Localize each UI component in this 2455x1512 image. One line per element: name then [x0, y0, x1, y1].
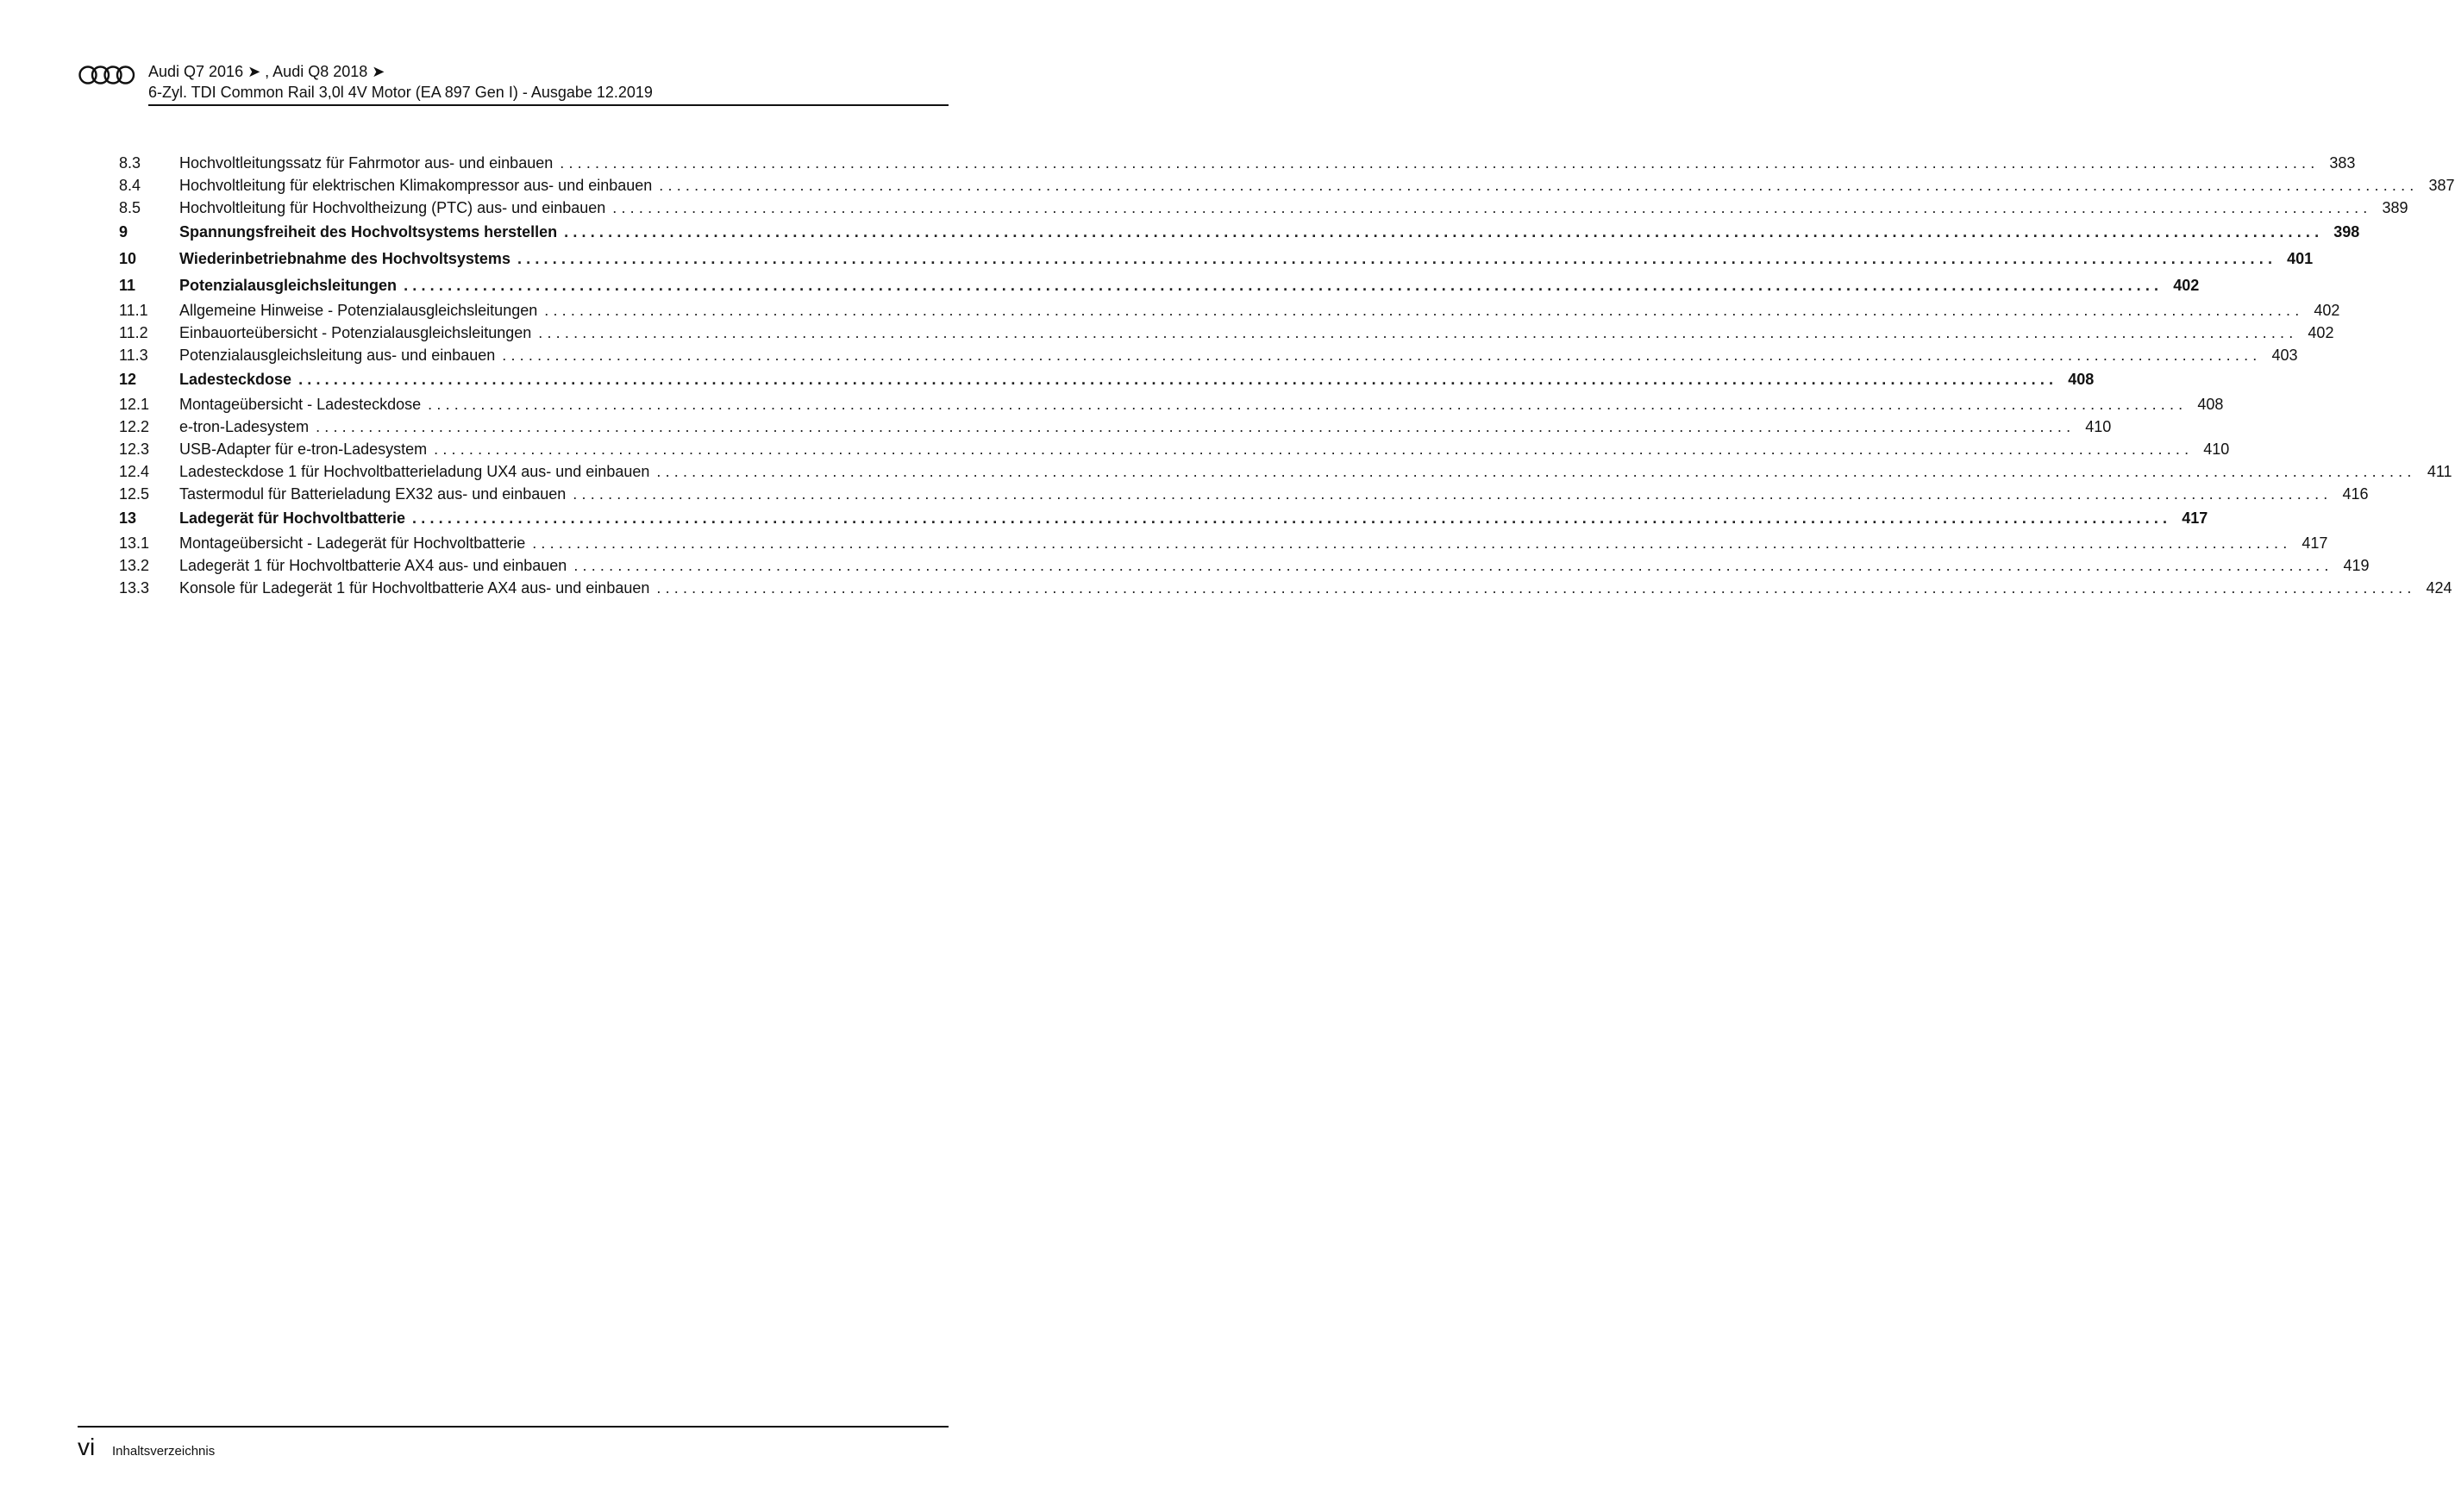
toc-entry-title: Potenzialausgleichsleitungen: [179, 272, 404, 299]
toc-entry-number: 10: [119, 250, 137, 267]
footer-section-label: Inhaltsverzeichnis: [112, 1444, 216, 1459]
toc-entry-number: 8.3: [119, 154, 141, 172]
toc-entry-title: Konsole für Ladegerät 1 für Hochvoltbatterie AX4 aus- und einbauen: [179, 577, 656, 599]
toc-entry-title: Ladesteckdose 1 für Hochvoltbatterieladung UX4 aus- und einbauen: [179, 460, 656, 483]
toc-entry-title: USB-Adapter für e-tron-Ladesystem: [179, 438, 434, 460]
toc-entry-title: e-tron-Ladesystem: [179, 415, 316, 438]
toc-entry-number: 8.4: [119, 177, 141, 194]
toc-chapter-entry[interactable]: [119, 505, 2208, 532]
toc-entry-number: 13: [119, 509, 137, 527]
toc-entry-number: 13.3: [119, 579, 150, 597]
toc-entry-number: 12.4: [119, 463, 150, 480]
header-vehicle-models: Audi Q7 2016 ➤ , Audi Q8 2018 ➤: [148, 63, 385, 80]
toc-chapter-entry[interactable]: [119, 366, 2095, 393]
toc-chapter-entry[interactable]: [119, 272, 2200, 299]
toc-section-entry[interactable]: [119, 460, 2452, 483]
toc-entry-number: 12.2: [119, 418, 150, 435]
audi-rings-logo-icon: [78, 65, 136, 85]
toc-section-entry[interactable]: [119, 197, 2408, 219]
toc-entry-title: Ladesteckdose: [179, 366, 298, 393]
toc-dot-leader: ........................................................................................................................................................................................................: [564, 223, 2324, 241]
toc-section-entry[interactable]: [119, 344, 2298, 366]
toc-entry-number: 12.1: [119, 396, 150, 413]
toc-entry-number: 11: [119, 277, 136, 294]
toc-section-entry[interactable]: [119, 322, 2334, 344]
toc-entry-number: 13.1: [119, 534, 150, 552]
toc-entry-page: 417: [2302, 534, 2328, 552]
toc-entry-title: Hochvoltleitungssatz für Fahrmotor aus- und einbauen: [179, 152, 560, 174]
toc-dot-leader: ........................................................................................................................................................................................................: [573, 485, 2333, 503]
toc-entry-title: Allgemeine Hinweise - Potenzialausgleichsleitungen: [179, 299, 544, 322]
toc-dot-leader: ........................................................................................................................................................................................................: [656, 463, 2416, 480]
toc-dot-leader: ........................................................................................................................................................................................................: [544, 302, 2304, 319]
toc-entry-number: 11.1: [119, 302, 148, 319]
toc-chapter-entry[interactable]: [119, 219, 2360, 246]
toc-entry-number: 8.5: [119, 199, 141, 216]
toc-dot-leader: ........................................................................................................................................................................................................: [532, 534, 2292, 552]
toc-entry-number: 9: [119, 223, 128, 241]
toc-entry-page: 402: [2314, 302, 2340, 319]
toc-entry-page: 410: [2085, 418, 2112, 435]
toc-dot-leader: ........................................................................................................................................................................................................: [659, 177, 2419, 194]
toc-entry-title: Tastermodul für Batterieladung EX32 aus- und einbauen: [179, 483, 573, 505]
toc-entry-page: 389: [2382, 199, 2408, 216]
toc-entry-page: 411: [2427, 463, 2452, 480]
toc-section-entry[interactable]: [119, 532, 2328, 554]
toc-entry-page: 410: [2203, 440, 2230, 458]
toc-dot-leader: ........................................................................................................................................................................................................: [412, 509, 2172, 527]
toc-dot-leader: ........................................................................................................................................................................................................: [316, 418, 2076, 435]
toc-entry-page: 408: [2068, 371, 2095, 388]
table-of-contents: [119, 152, 2455, 599]
toc-dot-leader: ........................................................................................................................................................................................................: [428, 396, 2188, 413]
header-engine-edition: 6-Zyl. TDI Common Rail 3,0l 4V Motor (EA 897 Gen I) - Ausgabe 12.2019: [148, 84, 653, 101]
toc-entry-page: 398: [2333, 223, 2360, 241]
toc-section-entry[interactable]: [119, 438, 2230, 460]
footer-divider: [78, 1426, 949, 1428]
toc-chapter-entry[interactable]: [119, 246, 2314, 272]
toc-entry-title: Wiederinbetriebnahme des Hochvoltsystems: [179, 246, 517, 272]
toc-section-entry[interactable]: [119, 174, 2455, 197]
toc-entry-page: 383: [2329, 154, 2356, 172]
toc-entry-title: Hochvoltleitung für elektrischen Klimakompressor aus- und einbauen: [179, 174, 659, 197]
toc-entry-title: Ladegerät für Hochvoltbatterie: [179, 505, 412, 532]
toc-entry-number: 12.5: [119, 485, 150, 503]
toc-dot-leader: ........................................................................................................................................................................................................: [502, 347, 2262, 364]
toc-entry-page: 408: [2197, 396, 2224, 413]
toc-dot-leader: ........................................................................................................................................................................................................: [560, 154, 2320, 172]
toc-entry-title: Potenzialausgleichsleitung aus- und einbauen: [179, 344, 502, 366]
toc-section-entry[interactable]: [119, 299, 2340, 322]
toc-section-entry[interactable]: [119, 554, 2370, 577]
toc-entry-page: 419: [2343, 557, 2370, 574]
toc-entry-number: 13.2: [119, 557, 150, 574]
toc-dot-leader: ........................................................................................................................................................................................................: [404, 277, 2164, 294]
toc-dot-leader: ........................................................................................................................................................................................................: [573, 557, 2333, 574]
toc-section-entry[interactable]: [119, 483, 2369, 505]
toc-entry-number: 11.2: [119, 324, 148, 341]
toc-entry-title: Montageübersicht - Ladesteckdose: [179, 393, 428, 415]
toc-entry-page: 403: [2271, 347, 2298, 364]
toc-entry-number: 12: [119, 371, 137, 388]
toc-entry-page: 387: [2428, 177, 2455, 194]
toc-dot-leader: ........................................................................................................................................................................................................: [612, 199, 2372, 216]
toc-entry-page: 416: [2342, 485, 2369, 503]
toc-entry-title: Einbauorteübersicht - Potenzialausgleichsleitungen: [179, 322, 538, 344]
toc-entry-title: Hochvoltleitung für Hochvoltheizung (PTC) aus- und einbauen: [179, 197, 612, 219]
toc-dot-leader: ........................................................................................................................................................................................................: [656, 579, 2416, 597]
toc-section-entry[interactable]: [119, 577, 2452, 599]
toc-dot-leader: ........................................................................................................................................................................................................: [298, 371, 2058, 388]
toc-entry-number: 11.3: [119, 347, 148, 364]
footer-page-number: vi: [78, 1434, 96, 1460]
toc-section-entry[interactable]: [119, 415, 2112, 438]
toc-section-entry[interactable]: [119, 393, 2224, 415]
toc-entry-title: Ladegerät 1 für Hochvoltbatterie AX4 aus- und einbauen: [179, 554, 573, 577]
toc-dot-leader: ........................................................................................................................................................................................................: [434, 440, 2194, 458]
toc-entry-page: 402: [2308, 324, 2334, 341]
toc-entry-page: 424: [2426, 579, 2452, 597]
toc-entry-page: 417: [2182, 509, 2208, 527]
toc-entry-number: 12.3: [119, 440, 150, 458]
toc-entry-title: Spannungsfreiheit des Hochvoltsystems herstellen: [179, 219, 564, 246]
toc-dot-leader: ........................................................................................................................................................................................................: [517, 250, 2277, 267]
toc-section-entry[interactable]: [119, 152, 2356, 174]
header-divider: [148, 104, 949, 106]
toc-entry-page: 401: [2287, 250, 2314, 267]
toc-entry-title: Montageübersicht - Ladegerät für Hochvoltbatterie: [179, 532, 532, 554]
toc-entry-page: 402: [2173, 277, 2200, 294]
toc-dot-leader: ........................................................................................................................................................................................................: [538, 324, 2298, 341]
